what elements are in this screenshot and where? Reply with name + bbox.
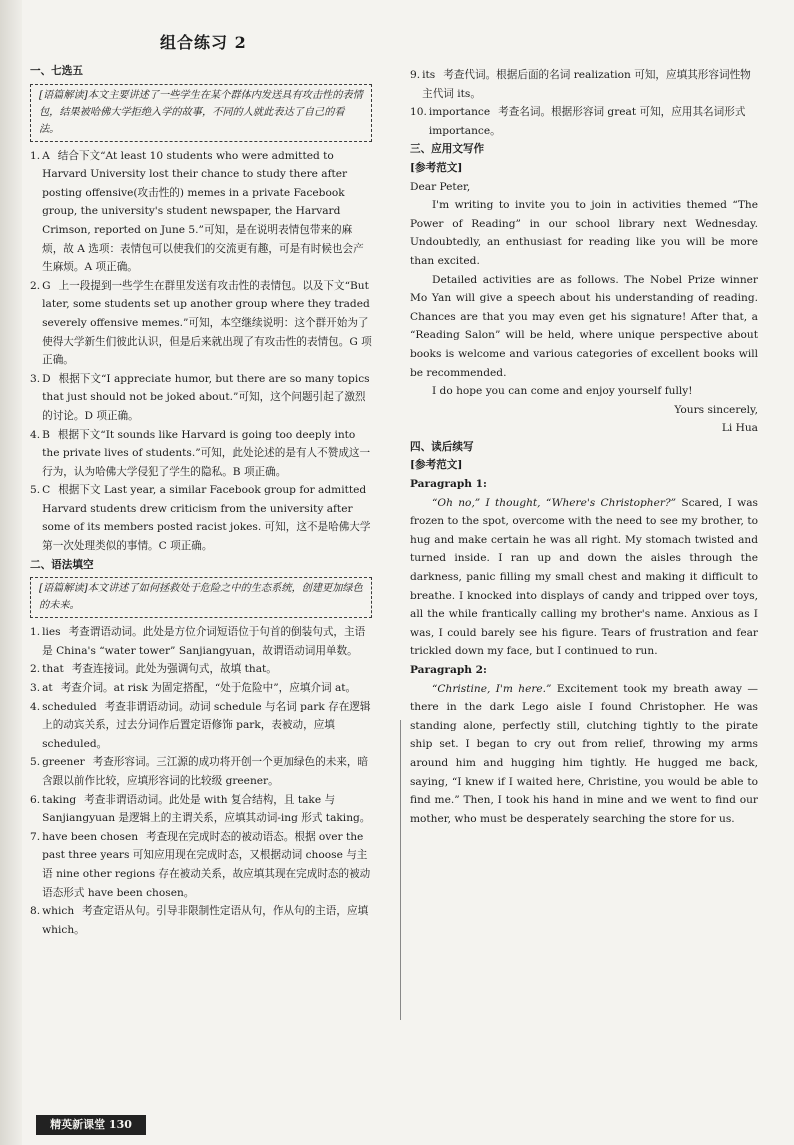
answer-key: its [422, 69, 436, 81]
paragraph-1-body: Scared, I was frozen to the spot, overcome with the need to see my brother, to hug and make certain he was all right. My stomach twisted and turned inside. I ran up and down the aisles through the darkness, panic filling my small chest and making it difficult to breathe. I knocked into displays of candy and tripped over toys, all the while frantically calling my brother's name. Anxious as I was, I could barely see his figure. Tears of frustration and fear trickled down my face, but I continued to run. [410, 496, 758, 658]
answer-number: 4. [30, 428, 41, 441]
grammar-answers-right [410, 66, 758, 140]
answer-explanation: 结合下文“At least 10 students who were admitted to Harvard University lost their chance to study there after posting offensive(攻击性的) memes in a private Facebook group, the university's student newspaper, the Harvard Crimson, reported on June 5.”可知，是在说明表情包带来的麻烦，故 A 选项：表情包可以使我们的交流更有趣，可是有时候也会产生麻烦。A 项正确。 [42, 149, 364, 274]
answer-number: 4. [30, 700, 41, 713]
answer-explanation: 考查现在完成时态的被动语态。根据 over the past three years 可知应用现在完成时态，又根据动词 choose 与主语 nine other regions 存在被动关系，故应填其现在完成时态的被动语态形式 have been chosen。 [42, 830, 371, 899]
answer-explanation: 考查名词。根据形容词 great 可知，应用其名词形式 importance。 [428, 106, 746, 137]
page-footer: 精英新课堂 130 [36, 1115, 146, 1135]
answer-number: 3. [30, 372, 41, 385]
answer-key: B [42, 428, 50, 441]
answer-explanation: 考查代词。根据后面的名词 realization 可知，应填其形容词性物主代词 its。 [422, 69, 751, 100]
answer-body [42, 698, 372, 754]
paragraph-1-label: Paragraph 1: [410, 478, 487, 491]
answer-body [42, 828, 372, 902]
answer-item [30, 147, 372, 277]
answer-item [30, 753, 372, 790]
letter-paragraph-2: Detailed activities are as follows. The Nobel Prize winner Mo Yan will give a speech about his understanding of reading. Chances are that you may even get his signature! After that, a “Reading Salon” will be held, where unique perspective about books is welcome and various categories of excellent books will be recommended. [410, 273, 758, 379]
answer-item [30, 791, 372, 828]
right-column [410, 66, 758, 828]
answer-key: C [42, 484, 51, 497]
answer-item [410, 66, 758, 103]
answer-explanation: 考查定语从句。引导非限制性定语从句，作从句的主语，应填 which。 [42, 905, 369, 936]
answer-explanation: 根据下文“It sounds like Harvard is going too deeply into the private lives of students.”可知，此处论述的是有人不赞成这一行为，认为哈佛大学侵犯了学生的隐私。B 项正确。 [42, 428, 371, 478]
answer-item [30, 426, 372, 482]
answer-key: G [42, 279, 51, 292]
answer-key: greener [42, 756, 85, 769]
answer-explanation: 考查介词。at risk 为固定搭配，“处于危险中”，应填介词 at。 [60, 682, 357, 695]
letter-greeting: Dear Peter, [410, 180, 471, 193]
answer-body [42, 753, 372, 790]
answer-item [30, 277, 372, 370]
answer-body [42, 426, 372, 482]
answer-key: taking [42, 793, 77, 806]
left-column [30, 62, 372, 939]
answer-key: importance [428, 106, 491, 119]
answer-body [42, 277, 372, 370]
answer-explanation: 考查连接词。此处为强调句式，故填 that。 [71, 663, 277, 676]
continuation-paragraph-2 [410, 680, 758, 829]
answer-item [30, 828, 372, 902]
binding-edge [0, 0, 22, 1145]
answer-body [42, 660, 372, 679]
answer-explanation: 考查非谓语动词。此处是 with 复合结构，且 take 与 Sanjiangyuan 是逻辑上的主谓关系，应填其动词-ing 形式 taking。 [42, 793, 371, 825]
answer-body [42, 679, 372, 698]
section-heading-1: 一、七选五 [30, 65, 83, 77]
answer-item [30, 660, 372, 679]
continuation-paragraph-1 [410, 494, 758, 661]
answer-body [42, 481, 372, 555]
answer-key: have been chosen [42, 830, 139, 843]
answer-number: 9. [410, 69, 421, 81]
answer-number: 2. [30, 663, 41, 676]
answer-number: 10. [410, 106, 427, 119]
grammar-answers-left [30, 623, 372, 939]
answer-body [42, 791, 372, 828]
answer-explanation: 根据下文 Last year, a similar Facebook group for admitted Harvard students drew criticism from the university after some of its members posted racist jokes. 可知，这不是哈佛大学第一次处理类似的事情。C 项正确。 [42, 484, 371, 553]
answer-body [429, 103, 758, 140]
reference-tag-1: [参考范文] [410, 161, 463, 174]
answer-number: 6. [30, 793, 41, 806]
answer-key: that [42, 663, 64, 676]
section-heading-2: 二、语法填空 [30, 558, 94, 571]
answer-number: 7. [30, 830, 41, 843]
answer-number: 5. [30, 484, 41, 497]
passage-summary-box-1: [语篇解读]本文主要讲述了一些学生在某个群体内发送具有攻击性的表情包，结果被哈佛大学拒绝入学的故事，不同的人就此表达了自己的看法。 [30, 84, 372, 142]
answer-explanation: 考查形容词。三江源的成功将开创一个更加绿色的未来，暗含跟以前作比较，应填形容词的比较级 greener。 [42, 756, 369, 787]
paragraph-2-opening: “Christine, I'm here.” [432, 682, 552, 695]
section-heading-4: 四、读后续写 [410, 440, 474, 453]
answer-key: D [42, 372, 51, 385]
answer-number: 5. [30, 756, 41, 769]
answer-item [30, 623, 372, 660]
letter-closing: Yours sincerely, [674, 403, 758, 416]
answer-explanation: 根据下文“I appreciate humor, but there are so many topics that just should not be joked about.”可知，这个问题引起了激烈的讨论。D 项正确。 [42, 372, 370, 422]
answer-explanation: 考查非谓语动词。动词 schedule 与名词 park 存在逻辑上的动宾关系，过去分词作后置定语修饰 park，表被动，应填 scheduled。 [42, 700, 371, 750]
answer-number: 2. [30, 279, 41, 292]
paragraph-1-opening: “Oh no,” I thought, “Where's Christopher?” [432, 496, 677, 509]
answer-item [30, 698, 372, 754]
letter-paragraph-3: I do hope you can come and enjoy yourself fully! [432, 385, 693, 398]
passage-summary-box-2: [语篇解读]本文讲述了如何拯救处于危险之中的生态系统，创建更加绿色的未来。 [30, 577, 372, 618]
answer-key: which [42, 905, 75, 918]
section-heading-3: 三、应用文写作 [410, 143, 485, 156]
page-title: 组合练习 2 [160, 33, 247, 52]
answer-key: scheduled [42, 700, 97, 713]
answer-key: lies [42, 626, 61, 639]
answer-body [422, 66, 758, 103]
answer-key: A [42, 149, 50, 162]
answer-number: 8. [30, 905, 41, 918]
paragraph-2-body: Excitement took my breath away — there in the dark Lego aisle I found Christopher. He was standing alone, perfectly still, clutching tightly to the pirate ship set. I began to cry out from relief, throwing my arms around him and hugging him tightly. He hugged me back, saying, “I knew if I waited here, Christine, you would be able to find me.” Then, I took his hand in mine and we went to find our mother, who must be desperately searching the store for us. [410, 682, 758, 825]
seven-choose-five-answers [30, 147, 372, 556]
letter-paragraph-1: I'm writing to invite you to join in activities themed “The Power of Reading” in our school library next Wednesday. Undoubtedly, an enthusiast for reading like you will be more than excited. [410, 199, 758, 267]
letter-signature: Li Hua [721, 422, 758, 435]
paragraph-2-label: Paragraph 2: [410, 664, 487, 676]
answer-item [410, 103, 758, 140]
reference-tag-2: [参考范文] [410, 459, 463, 472]
answer-item [30, 679, 372, 698]
answer-body [42, 370, 372, 426]
answer-body [42, 902, 372, 939]
answer-item [30, 902, 372, 939]
answer-body [42, 623, 372, 660]
answer-number: 1. [30, 149, 41, 162]
column-divider [400, 720, 401, 1020]
answer-item [30, 481, 372, 555]
answer-number: 3. [30, 682, 41, 695]
answer-explanation: 考查谓语动词。此处是方位介词短语位于句首的倒装句式，主语是 China's “water tower” Sanjiangyuan，故谓语动词用单数。 [42, 626, 366, 657]
answer-key: at [42, 682, 53, 695]
answer-body [42, 147, 372, 277]
answer-number: 1. [30, 626, 41, 639]
answer-explanation: 上一段提到一些学生在群里发送有攻击性的表情包。以及下文“But later, some students set up another group where they traded severely offensive memes.”可知，本空继续说明：这个群开始为了使得大学新生们彼此认识，但是后来就出现了有攻击性的表情包。G 项正确。 [42, 279, 372, 367]
answer-item [30, 370, 372, 426]
